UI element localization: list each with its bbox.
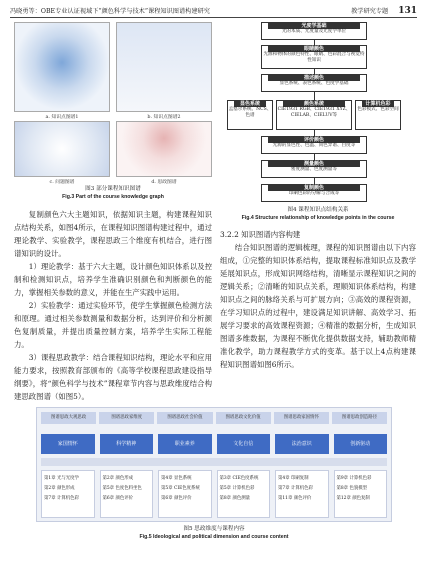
flow-box-reproduce-color: 复制颜色 印刷色彩的分解与合成等 [261,184,367,202]
fig5-title-en: Fig.5 Ideological and political dimension and course content [139,533,289,540]
flow-box-describe-color: 描述颜色 显色系统、表色系统、色度学基础 [261,74,367,92]
fig5-top-label: 图谱思政创造路径 [332,412,387,424]
fig3-caption [14,186,212,201]
fig4-caption [220,207,416,222]
section-label: 教学研究专题 [351,8,389,15]
fig5-dimension: 文化自信 [217,434,271,454]
fig5-title: 图5 思政维度与课程内容 [183,526,245,532]
flow-box-evaluate-color: 评价颜色 光源的显色性、色温、同色异谱、白度等 [261,136,367,154]
fig5-top-label: 图谱思政社会价值 [157,412,212,424]
fig5-chapter-list: 第1章 光与光度学 第2章 颜色形成 第7章 计算机色彩 [41,470,95,518]
paragraph: 结合知识图谱的逻辑梳理，课程的知识图谱由以下内容组成，①完整的知识体系结构，提取课程标准知识点及教学延展知识点，形成知识网络结构，清晰显示课程知识之间的逻辑关系；②清晰的知识点关系，理顺知识体系结构，构建知识点之间的脉络关系与可扩展方向；③高效的课程资源，在学习知识点的过程中，建设满足知识讲解、高效学习、拓展学习要求的高效课程资源；④精准的数据分析，生成知识图谱多维数据，为课程不断优化提供数据支持，辅助教师精准化教学，助力课程教学方式的变革。基于以上4点构建课程知识图谱如图6所示。 [220,243,416,369]
paragraph: 复制颜色六大主题知识，依据知识主题，构建课程知识点结构关系，如图4所示，在课程知识图谱构建过程中，通过理论教学、实验教学，课程思政三个维度有机结合，进行图谱知识的设计。 [14,210,212,258]
fig5-dimension: 科学精神 [100,434,154,454]
fig3-caption-a: a. 知识点图谱1 [45,115,79,120]
flow-box-photometry: 光度学基础 光的本质、光度量及光度学单位 [261,22,367,40]
fig5-chapter-list: 第4章 显色系统 第5章 CIE色度系统 第6章 颜色评价 [158,470,212,518]
ideology-dimension-figure [36,407,392,522]
fig5-connector-bar [41,458,387,466]
section-heading: 3.2.2 知识图谱内容构建 [220,230,301,239]
flow-box-measure-color: 测量颜色 密度测量、色度测量等 [261,160,367,178]
page-header [10,4,417,18]
paragraph: 1）理论教学：基于六大主题，设计颜色知识体系以及控制和检测知识点，培养学生准确识别颜色和判断颜色的能力，掌握相关参数的意义，并能在生产实践中运用。 [14,262,212,297]
knowledge-graph-image-1 [14,22,110,112]
flow-box-color-system: 颜色系统 CIE1931 RGB、CIE1931 XYZ、CIELAB、CIELUV等 [276,100,352,130]
flow-box-eye-color: 眼睛颜色 光源和物体的颜色特性、眼睛、色彩混合与视觉特性知识 [261,45,367,69]
ideology-graph-image [116,121,212,177]
fig5-top-label: 图谱思政家维度 [99,412,154,424]
fig5-top-label: 图谱思政文化价值 [216,412,271,424]
fig3-title-en: Fig.3 Part of the course knowledge graph [62,193,164,200]
right-column-text [220,228,416,371]
fig5-chapter-list: 第4章 印刷复制 第7章 计算机色彩 第11章 颜色评价 [275,470,329,518]
fig5-chapter-list: 第9章 计算机色彩 第8章 色貌模型 第12章 颜色复制 [334,470,388,518]
fig5-dimension: 法治意识 [275,434,329,454]
fig3-caption-d: d. 思政图谱 [151,180,177,185]
flow-box-computer-color: 计算机色彩 色彩模式、色彩空间 [355,100,401,130]
fig4-title: 图4 课程知识点结构关系 [287,207,349,213]
fig5-top-label: 图谱思政家国情怀 [274,412,329,424]
fig5-dimension: 创新驱动 [334,434,388,454]
paragraph: 3）课程思政教学：结合课程知识结构，理论水平和应用能力要求，按照教育部颁布的《高等学校课程思政建设指导纲要》，将“颜色科学与技术”课程章节内容与思政维度结合构建思政图谱（如图5）。 [14,353,212,401]
fig4-title-en: Fig.4 Structure relationship of knowledge points in the course [241,214,395,221]
flow-box-display-system: 显色系统 孟塞尔系统、NCS、色谱 [227,100,273,130]
paragraph: 2）实验教学：通过实验环节，使学生掌握颜色检测方法和原理。通过相关参数测量和数据分析，达到评价和分析颜色复制质量，并提出质量控制方案，培养学生实际工程能力。 [14,301,212,349]
fig5-caption [36,526,392,541]
problem-graph-image [14,121,110,177]
fig3-title: 图3 部分课程知识图谱 [85,186,141,192]
page-number: 131 [398,5,417,16]
left-column-text [14,208,212,403]
fig3-caption-c: c. 问题图谱 [49,180,75,185]
fig5-dimension: 家国情怀 [41,434,95,454]
fig3-caption-b: b. 知识点图谱2 [147,115,181,120]
fig5-chapter-list: 第3章 CIE色度系统 第5章 计算机色彩 第8章 颜色测量 [217,470,271,518]
fig5-top-label: 图谱思政大观思政 [41,412,96,424]
knowledge-graph-image-2 [116,22,212,112]
fig5-chapter-list: 第2章 颜色形成 第5章 色度色料坐色 第6章 颜色评价 [100,470,154,518]
fig5-dimension: 职业素养 [158,434,212,454]
running-title: 冯晓勇等：OBE专业认证视域下“颜色科学与技术”课程知识图谱构建研究 [10,8,210,15]
